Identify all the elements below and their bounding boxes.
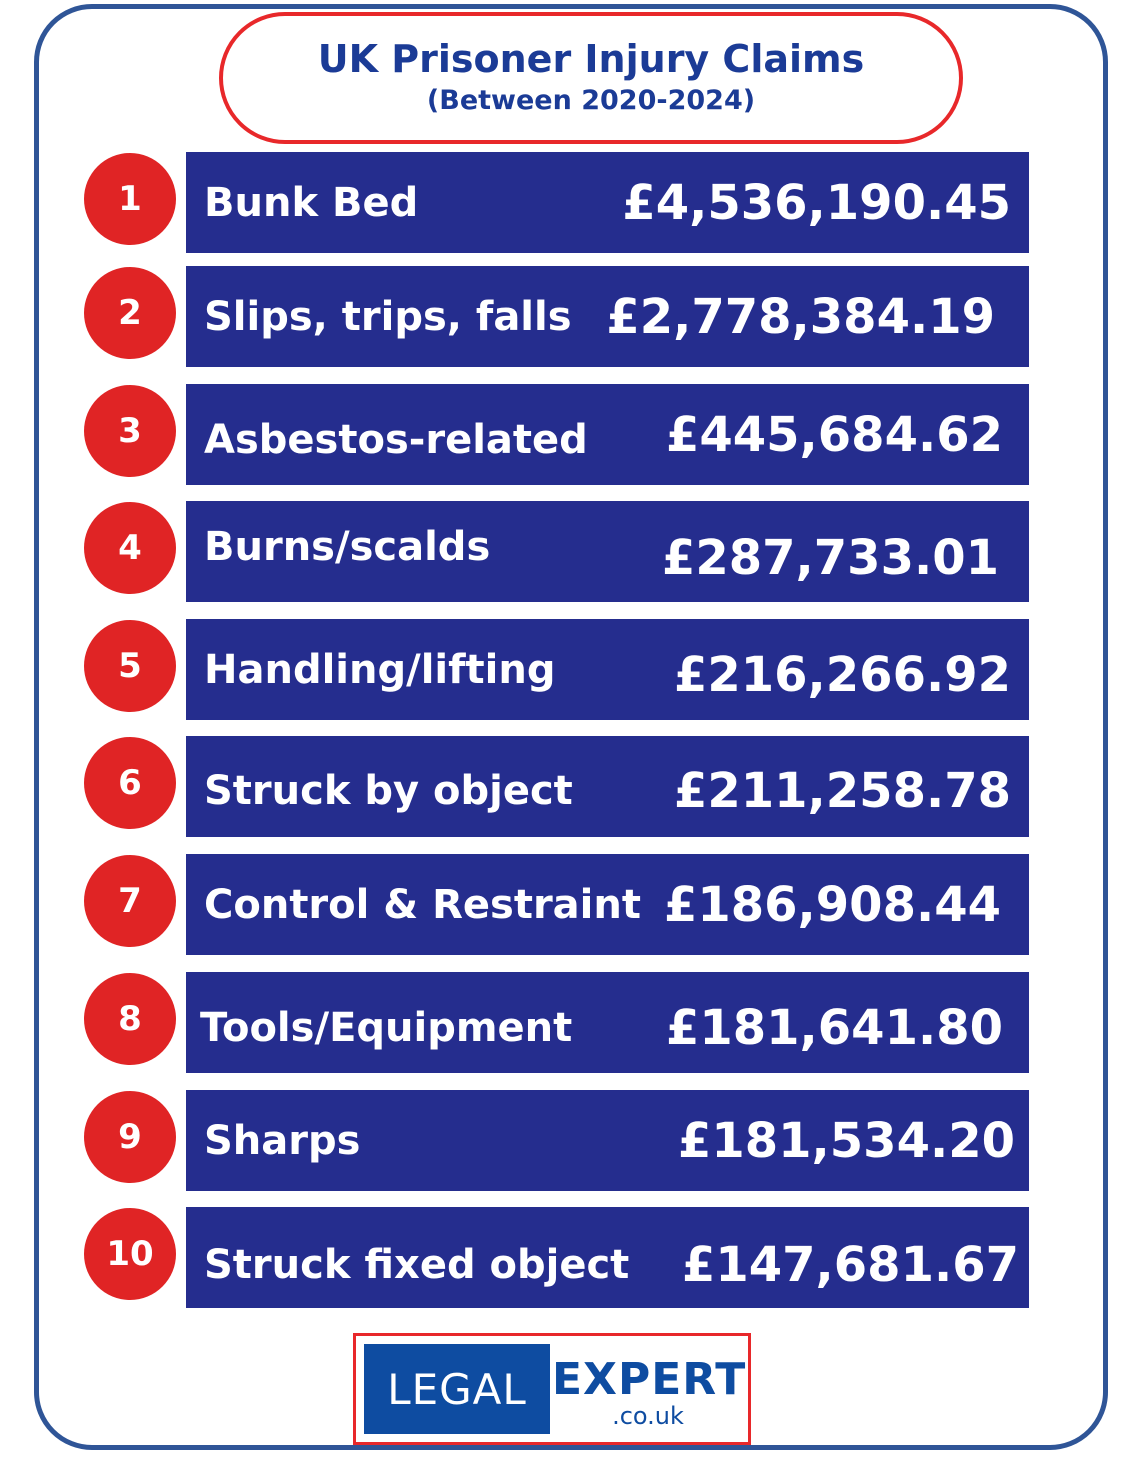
claim-bar: [186, 972, 1029, 1073]
claim-bar: [186, 1090, 1029, 1191]
claim-bar: [186, 501, 1029, 602]
claim-label: Handling/lifting: [204, 646, 556, 693]
claim-bar: [186, 736, 1029, 837]
claim-label: Struck by object: [204, 767, 573, 814]
claim-bar: [186, 619, 1029, 720]
rank-badge: 6: [84, 737, 176, 829]
claim-value: £181,641.80: [665, 999, 1003, 1056]
page-title: UK Prisoner Injury Claims: [317, 36, 865, 81]
claim-bar: [186, 384, 1029, 485]
logo-legal-text: LEGAL: [364, 1344, 550, 1434]
list-item: [0, 501, 1147, 602]
page-subtitle: (Between 2020-2024): [426, 85, 756, 117]
claim-value: £287,733.01: [661, 529, 999, 586]
title-box: [219, 12, 963, 144]
rank-badge: 10: [84, 1208, 176, 1300]
claim-label: Asbestos-related: [204, 416, 588, 463]
rank-badge: 5: [84, 620, 176, 712]
claim-value: £445,684.62: [665, 406, 1003, 463]
claim-label: Burns/scalds: [204, 524, 491, 571]
list-item: [0, 384, 1147, 485]
rank-badge: 1: [84, 153, 176, 245]
list-item: [0, 152, 1147, 253]
claim-label: Slips, trips, falls: [204, 293, 572, 340]
claim-value: £2,778,384.19: [606, 288, 995, 345]
logo-expert-text: EXPERT: [552, 1354, 747, 1405]
claim-value: £216,266.92: [673, 646, 1011, 703]
claim-label: Bunk Bed: [204, 179, 419, 226]
list-item: [0, 266, 1147, 367]
rank-badge: 2: [84, 267, 176, 359]
logo-domain-text: .co.uk: [612, 1402, 684, 1430]
logo-right: [552, 1344, 747, 1434]
claim-label: Tools/Equipment: [200, 1004, 573, 1051]
rank-badge: 7: [84, 855, 176, 947]
claim-value: £211,258.78: [673, 762, 1011, 819]
legal-expert-logo: [353, 1333, 751, 1445]
rank-badge: 3: [84, 385, 176, 477]
claim-value: £147,681.67: [681, 1236, 1019, 1293]
list-item: [0, 1207, 1147, 1308]
rank-badge: 4: [84, 502, 176, 594]
list-item: [0, 1090, 1147, 1191]
list-item: [0, 972, 1147, 1073]
claim-bar: [186, 854, 1029, 955]
list-item: [0, 854, 1147, 955]
list-item: [0, 619, 1147, 720]
list-item: [0, 736, 1147, 837]
rank-badge: 8: [84, 973, 176, 1065]
claim-value: £186,908.44: [663, 876, 1001, 933]
claim-bar: [186, 152, 1029, 253]
claim-value: £181,534.20: [677, 1112, 1015, 1169]
claim-label: Struck fixed object: [204, 1241, 630, 1288]
claim-label: Sharps: [204, 1117, 361, 1164]
claim-value: £4,536,190.45: [622, 174, 1011, 231]
claim-label: Control & Restraint: [204, 881, 641, 928]
claim-bar: [186, 1207, 1029, 1308]
claim-bar: [186, 266, 1029, 367]
rank-badge: 9: [84, 1091, 176, 1183]
